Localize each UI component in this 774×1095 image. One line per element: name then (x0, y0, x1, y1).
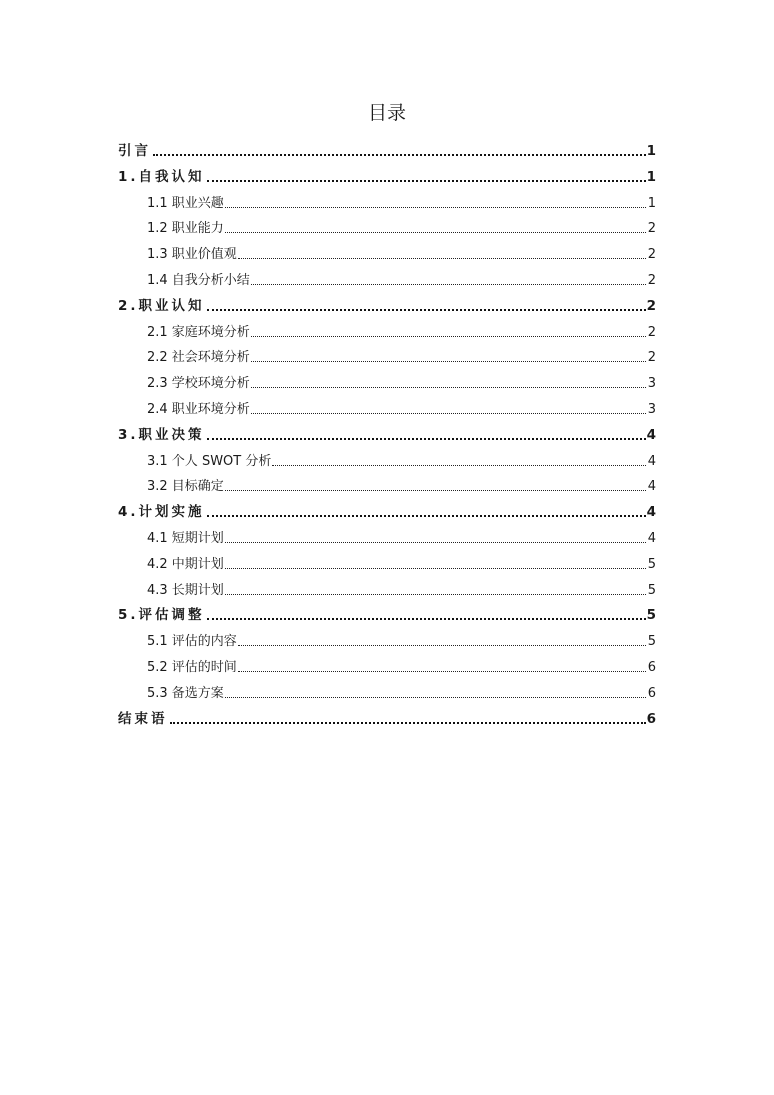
toc-dot-leader (225, 206, 647, 207)
toc-entry-label: 1.3 职业价值观 (147, 247, 237, 263)
toc-dot-leader (207, 180, 647, 181)
toc-section-entry[interactable] (118, 449, 656, 475)
toc-page-number: 4 (647, 479, 656, 495)
toc-section-entry[interactable] (118, 268, 656, 294)
toc-chapter-entry[interactable] (118, 500, 656, 526)
toc-dot-leader (238, 670, 647, 671)
toc-page-number: 3 (647, 401, 656, 417)
toc-page-number: 4 (646, 504, 656, 521)
toc-entry-label: 2.1 家庭环境分析 (147, 324, 250, 340)
toc-entry-label: 5.2 评估的时间 (147, 659, 237, 675)
toc-dot-leader (225, 541, 647, 542)
toc-dot-leader (251, 412, 647, 413)
toc-entry-label: 4.2 中期计划 (147, 556, 224, 572)
toc-page-number: 2 (647, 350, 656, 366)
toc-section-entry[interactable] (118, 371, 656, 397)
toc-dot-leader (272, 464, 647, 465)
toc-section-entry[interactable] (118, 655, 656, 681)
toc-dot-leader (170, 722, 647, 723)
toc-entry-label: 1.1 职业兴趣 (147, 195, 224, 211)
toc-chapter-entry[interactable] (118, 294, 656, 320)
toc-dot-leader (238, 257, 647, 258)
toc-chapter-entry[interactable] (118, 603, 656, 629)
toc-page-number: 5 (646, 607, 656, 624)
toc-chapter-entry[interactable] (118, 707, 656, 733)
toc-entry-label: 2.3 学校环境分析 (147, 376, 250, 392)
toc-entry-label: 2.2 社会环境分析 (147, 350, 250, 366)
toc-dot-leader (207, 618, 647, 619)
toc-entry-label: 4.计划实施 (118, 504, 205, 521)
toc-dot-leader (225, 231, 647, 232)
toc-page-number: 5 (647, 582, 656, 598)
toc-page-number: 6 (646, 710, 656, 727)
toc-page-number: 4 (647, 453, 656, 469)
toc-entry-label: 5.评估调整 (118, 607, 205, 624)
toc-entry-label: 2.职业认知 (118, 297, 205, 314)
toc-entry-label: 1.2 职业能力 (147, 221, 224, 237)
toc-dot-leader (225, 593, 647, 594)
toc-page-number: 2 (646, 297, 656, 314)
toc-entry-label: 5.3 备选方案 (147, 685, 224, 701)
toc-section-entry[interactable] (118, 216, 656, 242)
toc-chapter-entry[interactable] (118, 165, 656, 191)
toc-chapter-entry[interactable] (118, 139, 656, 165)
toc-entry-label: 结束语 (118, 710, 168, 727)
toc-section-entry[interactable] (118, 320, 656, 346)
toc-page-number: 3 (647, 376, 656, 392)
toc-entry-label: 4.3 长期计划 (147, 582, 224, 598)
toc-section-entry[interactable] (118, 578, 656, 604)
toc-section-entry[interactable] (118, 681, 656, 707)
toc-dot-leader (225, 696, 647, 697)
toc-dot-leader (251, 283, 647, 284)
toc-section-entry[interactable] (118, 242, 656, 268)
toc-entry-label: 1.自我认知 (118, 168, 205, 185)
toc-dot-leader (251, 360, 647, 361)
toc-entry-label: 5.1 评估的内容 (147, 634, 237, 650)
toc-dot-leader (251, 335, 647, 336)
toc-page-number: 1 (646, 143, 656, 159)
table-of-contents (118, 139, 656, 732)
toc-section-entry[interactable] (118, 474, 656, 500)
toc-page-number: 6 (647, 659, 656, 675)
toc-dot-leader (251, 386, 647, 387)
toc-page-number: 2 (647, 272, 656, 288)
toc-entry-label: 4.1 短期计划 (147, 530, 224, 546)
toc-entry-label: 3.1 个人 SWOT 分析 (147, 453, 272, 469)
toc-entry-label: 2.4 职业环境分析 (147, 401, 250, 417)
toc-section-entry[interactable] (118, 397, 656, 423)
toc-entry-label: 1.4 自我分析小结 (147, 272, 250, 288)
toc-entry-label: 3.2 目标确定 (147, 479, 224, 495)
toc-page-number: 6 (647, 685, 656, 701)
toc-page-number: 5 (647, 556, 656, 572)
toc-entry-label: 3.职业决策 (118, 426, 205, 443)
toc-section-entry[interactable] (118, 191, 656, 217)
toc-dot-leader (225, 567, 647, 568)
toc-page-number: 2 (647, 324, 656, 340)
toc-page-number: 1 (647, 195, 656, 211)
toc-dot-leader (207, 438, 647, 439)
toc-dot-leader (153, 154, 647, 155)
toc-page-number: 2 (647, 247, 656, 263)
toc-section-entry[interactable] (118, 552, 656, 578)
toc-section-entry[interactable] (118, 629, 656, 655)
toc-section-entry[interactable] (118, 526, 656, 552)
toc-page-number: 1 (646, 168, 656, 185)
toc-dot-leader (207, 515, 647, 516)
toc-page-number: 4 (647, 530, 656, 546)
toc-chapter-entry[interactable] (118, 423, 656, 449)
toc-page-number: 2 (647, 221, 656, 237)
toc-section-entry[interactable] (118, 345, 656, 371)
toc-entry-label: 引言 (118, 143, 151, 159)
toc-title: 目录 (367, 102, 406, 124)
toc-dot-leader (207, 309, 647, 310)
toc-dot-leader (225, 489, 647, 490)
toc-page-number: 4 (646, 426, 656, 443)
toc-page-number: 5 (647, 634, 656, 650)
toc-dot-leader (238, 644, 647, 645)
